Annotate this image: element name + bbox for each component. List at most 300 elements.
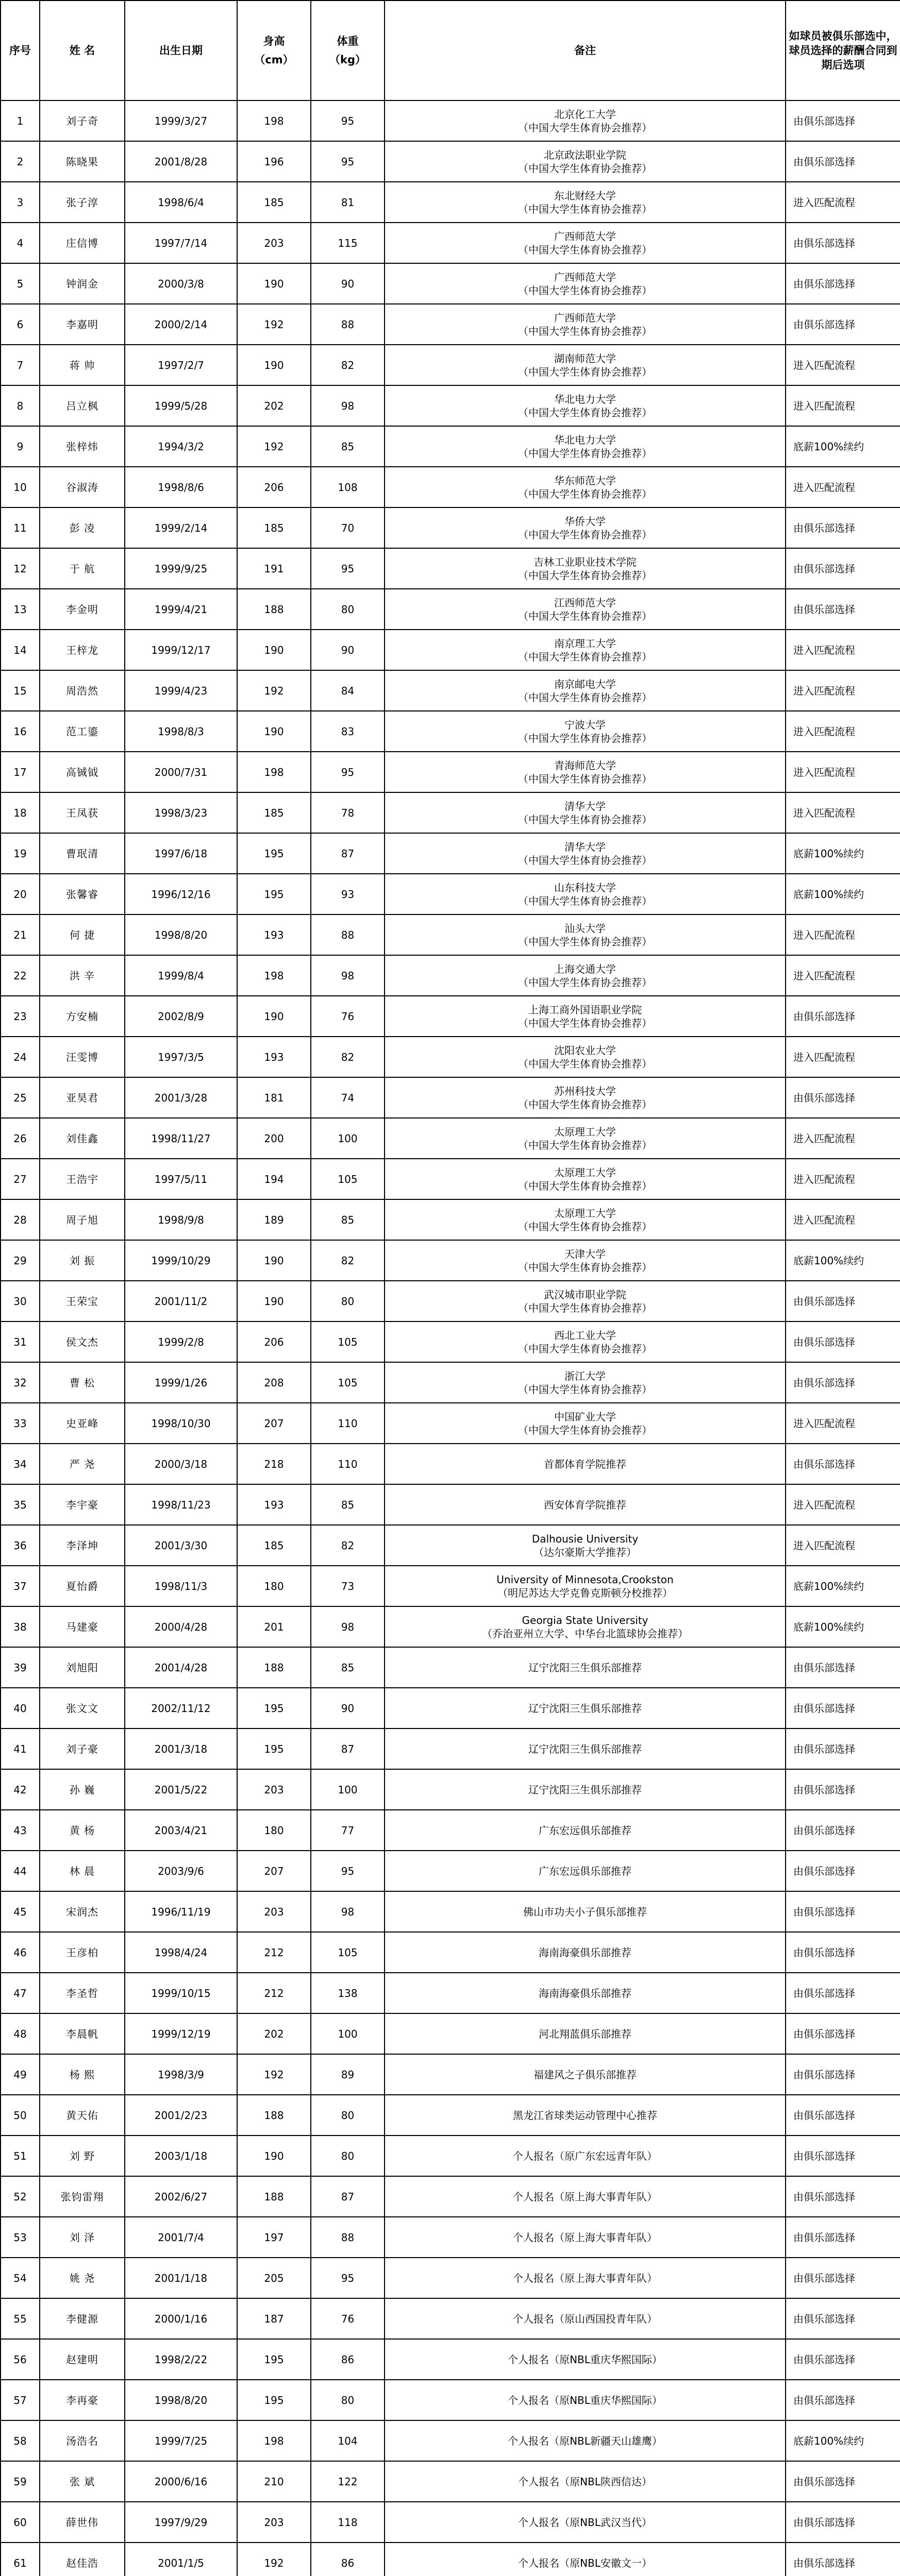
table-row bbox=[1, 1851, 900, 1891]
cell-index: 35 bbox=[1, 1484, 40, 1525]
cell-birth-date: 2000/1/16 bbox=[125, 2298, 237, 2339]
cell-index: 61 bbox=[1, 2543, 40, 2576]
cell-name: 刘佳鑫 bbox=[40, 1118, 125, 1159]
remark-line: 首都体育学院推荐 bbox=[544, 1458, 626, 1470]
cell-height: 192 bbox=[237, 670, 311, 711]
cell-weight: 105 bbox=[311, 1932, 385, 1973]
cell-name: 刘 野 bbox=[40, 2136, 125, 2176]
remark-line: （中国大学生体育协会推荐） bbox=[518, 365, 652, 378]
table-row bbox=[1, 1606, 900, 1647]
cell-index: 51 bbox=[1, 2136, 40, 2176]
cell-name: 刘旭阳 bbox=[40, 1647, 125, 1688]
cell-name: 汪雯博 bbox=[40, 1037, 125, 1077]
cell-weight: 85 bbox=[311, 426, 385, 467]
remark-line: 个人报名（原NBL重庆华熙国际） bbox=[508, 2353, 662, 2366]
cell-remark bbox=[385, 1240, 786, 1281]
header-height-unit: （cm） bbox=[254, 54, 294, 66]
cell-height: 197 bbox=[237, 2217, 311, 2258]
cell-name: 杨 熙 bbox=[40, 2054, 125, 2095]
cell-birth-date: 1999/8/4 bbox=[125, 955, 237, 996]
cell-contract-option: 进入匹配流程 bbox=[786, 1199, 900, 1240]
cell-name: 宋润杰 bbox=[40, 1891, 125, 1932]
table-row bbox=[1, 874, 900, 914]
cell-remark bbox=[385, 182, 786, 223]
cell-contract-option: 进入匹配流程 bbox=[786, 385, 900, 426]
cell-weight: 90 bbox=[311, 1688, 385, 1728]
remark-line: （中国大学生体育协会推荐） bbox=[518, 121, 652, 134]
cell-index: 43 bbox=[1, 1810, 40, 1851]
cell-contract-option: 由俱乐部选择 bbox=[786, 2136, 900, 2176]
cell-remark bbox=[385, 1403, 786, 1444]
cell-weight: 80 bbox=[311, 589, 385, 630]
cell-height: 189 bbox=[237, 1199, 311, 1240]
cell-contract-option: 由俱乐部选择 bbox=[786, 996, 900, 1037]
cell-remark bbox=[385, 1973, 786, 2013]
cell-remark bbox=[385, 1891, 786, 1932]
table-row bbox=[1, 426, 900, 467]
cell-birth-date: 1998/8/20 bbox=[125, 2380, 237, 2420]
remark-line: （中国大学生体育协会推荐） bbox=[518, 284, 652, 297]
cell-contract-option: 由俱乐部选择 bbox=[786, 1891, 900, 1932]
cell-contract-option: 由俱乐部选择 bbox=[786, 548, 900, 589]
header-height bbox=[237, 1, 311, 100]
cell-weight: 105 bbox=[311, 1321, 385, 1362]
remark-line: （中国大学生体育协会推荐） bbox=[518, 1261, 652, 1274]
table-row bbox=[1, 548, 900, 589]
cell-contract-option: 由俱乐部选择 bbox=[786, 1281, 900, 1321]
cell-index: 31 bbox=[1, 1321, 40, 1362]
remark-line: 南京理工大学 bbox=[554, 637, 616, 650]
cell-weight: 95 bbox=[311, 752, 385, 792]
cell-remark bbox=[385, 2217, 786, 2258]
remark-line: （中国大学生体育协会推荐） bbox=[518, 162, 652, 175]
cell-height: 207 bbox=[237, 1851, 311, 1891]
cell-name: 林 晨 bbox=[40, 1851, 125, 1891]
cell-birth-date: 1999/12/17 bbox=[125, 630, 237, 670]
cell-birth-date: 1999/4/21 bbox=[125, 589, 237, 630]
cell-contract-option: 由俱乐部选择 bbox=[786, 2461, 900, 2502]
cell-index: 39 bbox=[1, 1647, 40, 1688]
cell-contract-option: 由俱乐部选择 bbox=[786, 2176, 900, 2217]
remark-line: 个人报名（原上海大事青年队） bbox=[513, 2272, 657, 2284]
cell-index: 3 bbox=[1, 182, 40, 223]
cell-name: 庄信博 bbox=[40, 223, 125, 263]
cell-contract-option: 底薪100%续约 bbox=[786, 426, 900, 467]
cell-height: 185 bbox=[237, 507, 311, 548]
cell-index: 36 bbox=[1, 1525, 40, 1566]
cell-index: 41 bbox=[1, 1728, 40, 1769]
cell-birth-date: 1999/4/23 bbox=[125, 670, 237, 711]
cell-height: 195 bbox=[237, 874, 311, 914]
cell-index: 18 bbox=[1, 792, 40, 833]
table-row bbox=[1, 2339, 900, 2380]
cell-contract-option: 由俱乐部选择 bbox=[786, 263, 900, 304]
cell-remark bbox=[385, 2095, 786, 2136]
cell-remark bbox=[385, 1606, 786, 1647]
cell-contract-option: 由俱乐部选择 bbox=[786, 1728, 900, 1769]
remark-line: 中国矿业大学 bbox=[554, 1410, 616, 1423]
cell-name: 吕立枫 bbox=[40, 385, 125, 426]
cell-remark bbox=[385, 589, 786, 630]
cell-remark bbox=[385, 507, 786, 548]
cell-birth-date: 1996/11/19 bbox=[125, 1891, 237, 1932]
cell-height: 198 bbox=[237, 100, 311, 141]
cell-height: 190 bbox=[237, 1240, 311, 1281]
remark-line: 广西师范大学 bbox=[554, 270, 616, 283]
cell-weight: 78 bbox=[311, 792, 385, 833]
remark-line: 辽宁沈阳三生俱乐部推荐 bbox=[528, 1702, 642, 1715]
header-height-label: 身高 bbox=[263, 35, 285, 47]
cell-index: 6 bbox=[1, 304, 40, 345]
cell-birth-date: 1998/3/23 bbox=[125, 792, 237, 833]
cell-name: 彭 凌 bbox=[40, 507, 125, 548]
cell-birth-date: 2003/9/6 bbox=[125, 1851, 237, 1891]
cell-name: 周子旭 bbox=[40, 1199, 125, 1240]
cell-contract-option: 底薪100%续约 bbox=[786, 1566, 900, 1606]
remark-line: （中国大学生体育协会推荐） bbox=[518, 1139, 652, 1151]
remark-line: 河北翔蓝俱乐部推荐 bbox=[539, 2027, 631, 2040]
remark-line: 个人报名（原NBL新疆天山雄鹰） bbox=[508, 2434, 662, 2447]
cell-remark bbox=[385, 223, 786, 263]
cell-contract-option: 进入匹配流程 bbox=[786, 792, 900, 833]
cell-height: 218 bbox=[237, 1444, 311, 1484]
cell-remark bbox=[385, 1321, 786, 1362]
cell-index: 60 bbox=[1, 2502, 40, 2543]
remark-line: 个人报名（原NBL武汉当代） bbox=[518, 2516, 652, 2529]
cell-height: 201 bbox=[237, 1606, 311, 1647]
cell-index: 50 bbox=[1, 2095, 40, 2136]
cell-index: 55 bbox=[1, 2298, 40, 2339]
cell-weight: 100 bbox=[311, 1118, 385, 1159]
cell-height: 192 bbox=[237, 304, 311, 345]
cell-contract-option: 由俱乐部选择 bbox=[786, 2095, 900, 2136]
cell-birth-date: 1999/9/25 bbox=[125, 548, 237, 589]
cell-index: 19 bbox=[1, 833, 40, 874]
cell-name: 刘子豪 bbox=[40, 1728, 125, 1769]
table-row bbox=[1, 833, 900, 874]
cell-remark bbox=[385, 1525, 786, 1566]
table-row bbox=[1, 2217, 900, 2258]
cell-weight: 100 bbox=[311, 1769, 385, 1810]
cell-birth-date: 2000/3/18 bbox=[125, 1444, 237, 1484]
cell-index: 53 bbox=[1, 2217, 40, 2258]
cell-weight: 90 bbox=[311, 630, 385, 670]
cell-name: 刘 振 bbox=[40, 1240, 125, 1281]
remark-line: 华北电力大学 bbox=[554, 393, 616, 405]
cell-contract-option: 由俱乐部选择 bbox=[786, 2013, 900, 2054]
table-row bbox=[1, 263, 900, 304]
remark-line: 华侨大学 bbox=[564, 515, 606, 528]
cell-name: 李晨帆 bbox=[40, 2013, 125, 2054]
cell-height: 191 bbox=[237, 548, 311, 589]
cell-remark bbox=[385, 1484, 786, 1525]
cell-height: 202 bbox=[237, 2013, 311, 2054]
cell-contract-option: 进入匹配流程 bbox=[786, 1037, 900, 1077]
cell-name: 王荣宝 bbox=[40, 1281, 125, 1321]
cell-index: 23 bbox=[1, 996, 40, 1037]
cell-contract-option: 底薪100%续约 bbox=[786, 1606, 900, 1647]
header-weight bbox=[311, 1, 385, 100]
cell-birth-date: 1997/2/7 bbox=[125, 345, 237, 385]
cell-birth-date: 2001/3/28 bbox=[125, 1077, 237, 1118]
cell-height: 196 bbox=[237, 141, 311, 182]
cell-birth-date: 2001/8/28 bbox=[125, 141, 237, 182]
cell-height: 193 bbox=[237, 1484, 311, 1525]
remark-line: 个人报名（原NBL安徽文一） bbox=[518, 2556, 652, 2569]
cell-remark bbox=[385, 426, 786, 467]
cell-name: 李再豪 bbox=[40, 2380, 125, 2420]
cell-birth-date: 1998/3/9 bbox=[125, 2054, 237, 2095]
table-row bbox=[1, 1525, 900, 1566]
table-row bbox=[1, 1566, 900, 1606]
cell-contract-option: 进入匹配流程 bbox=[786, 1403, 900, 1444]
cell-name: 周浩然 bbox=[40, 670, 125, 711]
remark-line: 清华大学 bbox=[564, 840, 606, 853]
cell-name: 谷淑涛 bbox=[40, 467, 125, 507]
cell-height: 195 bbox=[237, 2339, 311, 2380]
table-header bbox=[1, 1, 900, 100]
cell-height: 208 bbox=[237, 1362, 311, 1403]
cell-weight: 95 bbox=[311, 1851, 385, 1891]
cell-birth-date: 1998/8/20 bbox=[125, 914, 237, 955]
cell-index: 5 bbox=[1, 263, 40, 304]
cell-index: 13 bbox=[1, 589, 40, 630]
cell-contract-option: 由俱乐部选择 bbox=[786, 141, 900, 182]
cell-index: 45 bbox=[1, 1891, 40, 1932]
cell-weight: 77 bbox=[311, 1810, 385, 1851]
table-row bbox=[1, 1362, 900, 1403]
remark-line: 江西师范大学 bbox=[554, 596, 616, 609]
cell-remark bbox=[385, 1688, 786, 1728]
cell-contract-option: 由俱乐部选择 bbox=[786, 1810, 900, 1851]
remark-line: 湖南师范大学 bbox=[554, 352, 616, 365]
cell-index: 21 bbox=[1, 914, 40, 955]
table-row bbox=[1, 1037, 900, 1077]
cell-remark bbox=[385, 1037, 786, 1077]
table-row bbox=[1, 2420, 900, 2461]
cell-remark bbox=[385, 1362, 786, 1403]
remark-line: 青海师范大学 bbox=[554, 759, 616, 772]
cell-name: 范工鎏 bbox=[40, 711, 125, 752]
cell-contract-option: 进入匹配流程 bbox=[786, 467, 900, 507]
remark-line: 浙江大学 bbox=[564, 1369, 606, 1382]
cell-index: 37 bbox=[1, 1566, 40, 1606]
cell-remark bbox=[385, 670, 786, 711]
cell-height: 185 bbox=[237, 792, 311, 833]
cell-name: 蒋 帅 bbox=[40, 345, 125, 385]
cell-contract-option: 底薪100%续约 bbox=[786, 2420, 900, 2461]
cell-weight: 73 bbox=[311, 1566, 385, 1606]
cell-name: 孙 巍 bbox=[40, 1769, 125, 1810]
remark-line: 海南海豪俱乐部推荐 bbox=[539, 1987, 631, 1999]
cell-weight: 87 bbox=[311, 2176, 385, 2217]
table-row bbox=[1, 1688, 900, 1728]
remark-line: （中国大学生体育协会推荐） bbox=[518, 1301, 652, 1314]
cell-name: 高铖钺 bbox=[40, 752, 125, 792]
cell-contract-option: 由俱乐部选择 bbox=[786, 1444, 900, 1484]
cell-remark bbox=[385, 1077, 786, 1118]
table-row bbox=[1, 2258, 900, 2298]
cell-weight: 95 bbox=[311, 100, 385, 141]
cell-remark bbox=[385, 2054, 786, 2095]
cell-remark bbox=[385, 955, 786, 996]
remark-line: 山东科技大学 bbox=[554, 881, 616, 894]
cell-name: 李泽坤 bbox=[40, 1525, 125, 1566]
cell-weight: 95 bbox=[311, 2258, 385, 2298]
remark-line: （中国大学生体育协会推荐） bbox=[518, 569, 652, 582]
table-row bbox=[1, 1973, 900, 2013]
cell-birth-date: 1999/10/29 bbox=[125, 1240, 237, 1281]
cell-birth-date: 1998/9/8 bbox=[125, 1199, 237, 1240]
cell-weight: 88 bbox=[311, 304, 385, 345]
cell-height: 203 bbox=[237, 2502, 311, 2543]
cell-weight: 122 bbox=[311, 2461, 385, 2502]
cell-height: 206 bbox=[237, 467, 311, 507]
cell-birth-date: 1998/4/24 bbox=[125, 1932, 237, 1973]
table-row bbox=[1, 914, 900, 955]
remark-line: 海南海豪俱乐部推荐 bbox=[539, 1946, 631, 1959]
remark-line: 武汉城市职业学院 bbox=[544, 1288, 626, 1301]
cell-weight: 98 bbox=[311, 385, 385, 426]
remark-line: （中国大学生体育协会推荐） bbox=[518, 447, 652, 460]
cell-weight: 86 bbox=[311, 2543, 385, 2576]
cell-remark bbox=[385, 385, 786, 426]
cell-birth-date: 2002/6/27 bbox=[125, 2176, 237, 2217]
cell-height: 185 bbox=[237, 182, 311, 223]
header-name: 姓 名 bbox=[40, 1, 125, 100]
header-birth-date: 出生日期 bbox=[125, 1, 237, 100]
remark-line: 福建风之子俱乐部推荐 bbox=[534, 2068, 637, 2081]
cell-index: 2 bbox=[1, 141, 40, 182]
cell-height: 195 bbox=[237, 2380, 311, 2420]
table-row bbox=[1, 630, 900, 670]
table-row bbox=[1, 223, 900, 263]
cell-height: 212 bbox=[237, 1973, 311, 2013]
cell-weight: 80 bbox=[311, 1281, 385, 1321]
cell-name: 钟润金 bbox=[40, 263, 125, 304]
cell-remark bbox=[385, 1159, 786, 1199]
cell-remark bbox=[385, 1444, 786, 1484]
cell-weight: 98 bbox=[311, 1606, 385, 1647]
cell-height: 190 bbox=[237, 2136, 311, 2176]
cell-birth-date: 1997/6/18 bbox=[125, 833, 237, 874]
cell-birth-date: 1999/5/28 bbox=[125, 385, 237, 426]
cell-weight: 82 bbox=[311, 345, 385, 385]
cell-name: 曹 松 bbox=[40, 1362, 125, 1403]
cell-contract-option: 进入匹配流程 bbox=[786, 955, 900, 996]
cell-remark bbox=[385, 1118, 786, 1159]
cell-birth-date: 2001/11/2 bbox=[125, 1281, 237, 1321]
cell-height: 195 bbox=[237, 833, 311, 874]
remark-line: （中国大学生体育协会推荐） bbox=[518, 325, 652, 337]
table-row bbox=[1, 2502, 900, 2543]
cell-index: 10 bbox=[1, 467, 40, 507]
cell-name: 王浩宇 bbox=[40, 1159, 125, 1199]
cell-weight: 87 bbox=[311, 833, 385, 874]
cell-height: 198 bbox=[237, 752, 311, 792]
cell-name: 李健源 bbox=[40, 2298, 125, 2339]
cell-birth-date: 1998/2/22 bbox=[125, 2339, 237, 2380]
remark-line: Dalhousie University bbox=[531, 1532, 639, 1545]
cell-contract-option: 进入匹配流程 bbox=[786, 182, 900, 223]
cell-birth-date: 1998/6/4 bbox=[125, 182, 237, 223]
remark-line: 天津大学 bbox=[564, 1247, 606, 1260]
cell-weight: 95 bbox=[311, 548, 385, 589]
remark-line: （中国大学生体育协会推荐） bbox=[518, 1057, 652, 1070]
cell-weight: 87 bbox=[311, 1728, 385, 1769]
remark-line: （中国大学生体育协会推荐） bbox=[518, 935, 652, 948]
remark-line: 清华大学 bbox=[564, 800, 606, 812]
cell-birth-date: 1994/3/2 bbox=[125, 426, 237, 467]
cell-contract-option: 底薪100%续约 bbox=[786, 1240, 900, 1281]
remark-line: 辽宁沈阳三生俱乐部推荐 bbox=[528, 1661, 642, 1674]
cell-birth-date: 2001/1/18 bbox=[125, 2258, 237, 2298]
cell-contract-option: 由俱乐部选择 bbox=[786, 2298, 900, 2339]
table-row bbox=[1, 955, 900, 996]
cell-name: 马建豪 bbox=[40, 1606, 125, 1647]
cell-birth-date: 1998/11/27 bbox=[125, 1118, 237, 1159]
cell-name: 张文文 bbox=[40, 1688, 125, 1728]
cell-weight: 82 bbox=[311, 1037, 385, 1077]
cell-index: 29 bbox=[1, 1240, 40, 1281]
cell-index: 59 bbox=[1, 2461, 40, 2502]
cell-remark bbox=[385, 2502, 786, 2543]
cell-index: 56 bbox=[1, 2339, 40, 2380]
remark-line: 广东宏远俱乐部推荐 bbox=[539, 1824, 631, 1837]
header-row bbox=[1, 1, 900, 100]
cell-contract-option: 进入匹配流程 bbox=[786, 711, 900, 752]
cell-name: 王梓龙 bbox=[40, 630, 125, 670]
cell-weight: 93 bbox=[311, 874, 385, 914]
remark-line: （中国大学生体育协会推荐） bbox=[518, 1016, 652, 1029]
table-row bbox=[1, 1484, 900, 1525]
cell-weight: 90 bbox=[311, 263, 385, 304]
cell-remark bbox=[385, 1566, 786, 1606]
remark-line: 辽宁沈阳三生俱乐部推荐 bbox=[528, 1783, 642, 1796]
remark-line: 太原理工大学 bbox=[554, 1207, 616, 1219]
cell-weight: 110 bbox=[311, 1403, 385, 1444]
cell-remark bbox=[385, 1810, 786, 1851]
cell-contract-option: 进入匹配流程 bbox=[786, 1525, 900, 1566]
cell-contract-option: 由俱乐部选择 bbox=[786, 1851, 900, 1891]
cell-weight: 80 bbox=[311, 2095, 385, 2136]
cell-name: 张 斌 bbox=[40, 2461, 125, 2502]
table-row bbox=[1, 792, 900, 833]
cell-name: 史亚峰 bbox=[40, 1403, 125, 1444]
cell-weight: 81 bbox=[311, 182, 385, 223]
cell-name: 刘子奇 bbox=[40, 100, 125, 141]
table-row bbox=[1, 1199, 900, 1240]
table-row bbox=[1, 2095, 900, 2136]
cell-birth-date: 2003/4/21 bbox=[125, 1810, 237, 1851]
cell-index: 17 bbox=[1, 752, 40, 792]
cell-weight: 105 bbox=[311, 1362, 385, 1403]
cell-name: 王凤获 bbox=[40, 792, 125, 833]
cell-weight: 74 bbox=[311, 1077, 385, 1118]
header-contract-option: 如球员被俱乐部选中，球员选择的薪酬合同到期后选项 bbox=[786, 1, 900, 100]
cell-height: 202 bbox=[237, 385, 311, 426]
remark-line: 个人报名（原广东宏远青年队） bbox=[513, 2149, 657, 2162]
cell-remark bbox=[385, 2298, 786, 2339]
cell-contract-option: 由俱乐部选择 bbox=[786, 1688, 900, 1728]
cell-index: 9 bbox=[1, 426, 40, 467]
cell-remark bbox=[385, 345, 786, 385]
cell-name: 张梓炜 bbox=[40, 426, 125, 467]
remark-line: 华北电力大学 bbox=[554, 433, 616, 446]
cell-birth-date: 1999/10/15 bbox=[125, 1973, 237, 2013]
table-row bbox=[1, 507, 900, 548]
table-row bbox=[1, 1240, 900, 1281]
